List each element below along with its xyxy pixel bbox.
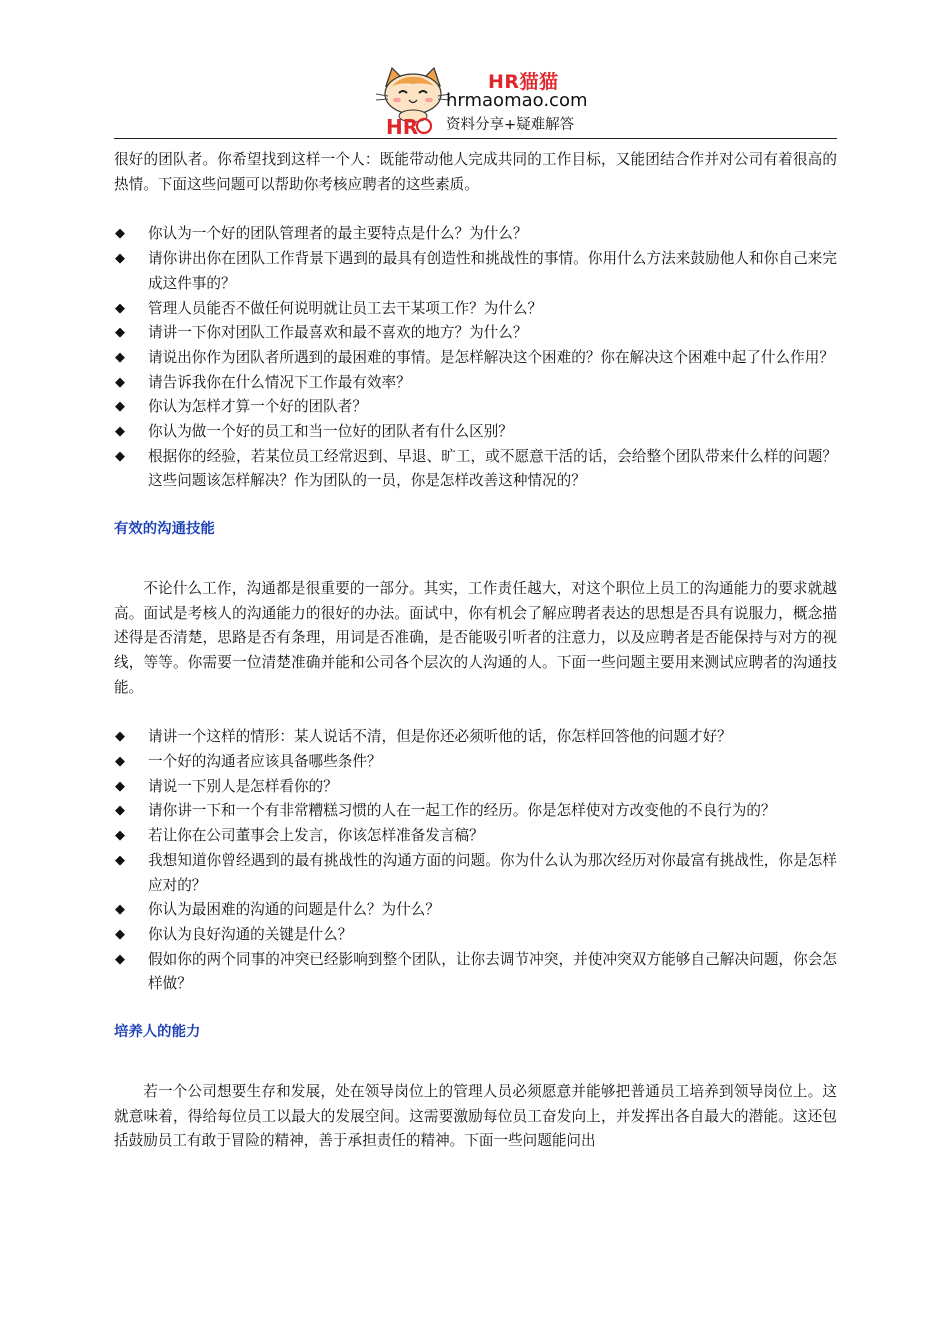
list-item-text: 请你讲一下和一个有非常糟糕习惯的人在一起工作的经历。你是怎样使对方改变他的不良行为的？ — [148, 802, 776, 820]
list-item — [114, 898, 837, 923]
communication-paragraph: 不论什么工作，沟通都是很重要的一部分。其实，工作责任越大，对这个职位上员工的沟通能力的要求就越高。面试是考核人的沟通能力的很好的办法。面试中，你有机会了解应聘者表达的思想是否具有说服力，概念描述得是否清楚，思路是否有条理，用词是否准确，是否能吸引听者的注意力，以及应聘者是否能保持与对方的视线，等等。你需要一位清楚准确并能和公司各个层次的人沟通的人。下面一些问题主要用来测试应聘者的沟通技能。 — [114, 579, 837, 696]
list-item — [114, 948, 837, 997]
diamond-bullet-icon: ◆ — [115, 399, 125, 415]
list-item — [114, 445, 837, 494]
list-item — [114, 923, 837, 948]
diamond-bullet-icon: ◆ — [115, 226, 125, 242]
page-header — [0, 0, 950, 140]
list-item-text: 根据你的经验，若某位员工经常迟到、早退、旷工，或不愿意干活的话，会给整个团队带来什么样的问题？这些问题该怎样解决？作为团队的一员，你是怎样改善这种情况的？ — [148, 447, 837, 490]
section-heading-communication: 有效的沟通技能 — [114, 521, 215, 538]
list-item-text: 若让你在公司董事会上发言，你该怎样准备发言稿？ — [148, 827, 484, 845]
teamwork-question-list — [114, 222, 837, 494]
list-item-text: 请讲一下你对团队工作最喜欢和最不喜欢的地方？为什么？ — [148, 324, 528, 342]
list-item — [114, 799, 837, 824]
header-divider — [114, 138, 837, 139]
diamond-bullet-icon: ◆ — [115, 778, 125, 794]
list-item-text: 管理人员能否不做任何说明就让员工去干某项工作？为什么？ — [148, 299, 543, 317]
list-item — [114, 247, 837, 296]
list-item — [114, 849, 837, 898]
diamond-bullet-icon: ◆ — [115, 448, 125, 464]
list-item — [114, 750, 837, 775]
list-item — [114, 775, 837, 800]
list-item — [114, 395, 837, 420]
cat-logo-icon — [372, 64, 454, 136]
list-item — [114, 346, 837, 371]
diamond-bullet-icon: ◆ — [115, 828, 125, 844]
list-item-text: 你认为一个好的团队管理者的最主要特点是什么？为什么？ — [148, 225, 528, 243]
diamond-bullet-icon: ◆ — [115, 251, 125, 267]
diamond-bullet-icon: ◆ — [115, 300, 125, 316]
list-item-text: 我想知道你曾经遇到的最有挑战性的沟通方面的问题。你为什么认为那次经历对你最富有挑战性，你是怎样应对的？ — [148, 851, 837, 894]
brand-title: HR猫猫 — [488, 71, 559, 93]
list-item-text: 请你讲出你在团队工作背景下遇到的最具有创造性和挑战性的事情。你用什么方法来鼓励他人和你自己来完成这件事的？ — [148, 250, 837, 292]
list-item — [114, 297, 837, 322]
list-item-text: 你认为良好沟通的关键是什么？ — [148, 925, 353, 943]
list-item-text: 请说一下别人是怎样看你的？ — [148, 777, 338, 795]
section-heading-development: 培养人的能力 — [114, 1024, 201, 1041]
list-item-text: 假如你的两个同事的冲突已经影响到整个团队，让你去调节冲突，并使冲突双方能够自己解决问题，你会怎样做？ — [148, 950, 837, 993]
list-item-text: 请告诉我你在什么情况下工作最有效率？ — [148, 373, 411, 391]
list-item — [114, 824, 837, 849]
list-item — [114, 420, 837, 445]
list-item-text: 请讲一个这样的情形：某人说话不清，但是你还必须听他的话，你怎样回答他的问题才好？ — [148, 728, 732, 746]
diamond-bullet-icon: ◆ — [115, 926, 125, 942]
list-item — [114, 371, 837, 396]
diamond-bullet-icon: ◆ — [115, 951, 125, 967]
diamond-bullet-icon: ◆ — [115, 325, 125, 341]
diamond-bullet-icon: ◆ — [115, 424, 125, 440]
diamond-bullet-icon: ◆ — [115, 852, 125, 868]
list-item-text: 请说出你作为团队者所遇到的最困难的事情。是怎样解决这个困难的？你在解决这个困难中起了什么作用？ — [148, 348, 834, 366]
communication-question-list — [114, 725, 837, 997]
development-paragraph: 若一个公司想要生存和发展，处在领导岗位上的管理人员必须愿意并能够把普通员工培养到领导岗位上。这就意味着，得给每位员工以最大的发展空间。这需要激励每位员工奋发向上，并发挥出各自最大的潜能。这还包括鼓励员工有敢于冒险的精神，善于承担责任的精神。下面一些问题能问出 — [114, 1082, 837, 1150]
brand-url: hrmaomao.com — [446, 90, 588, 111]
diamond-bullet-icon: ◆ — [115, 729, 125, 745]
list-item — [114, 321, 837, 346]
document-body — [114, 148, 837, 1154]
list-item-text: 一个好的沟通者应该具备哪些条件？ — [148, 753, 382, 771]
diamond-bullet-icon: ◆ — [115, 803, 125, 819]
diamond-bullet-icon: ◆ — [115, 902, 125, 918]
logo-letters: HR — [386, 115, 419, 136]
brand-tagline: 资料分享+疑难解答 — [446, 117, 575, 133]
list-item-text: 你认为怎样才算一个好的团队者？ — [148, 398, 367, 416]
list-item-text: 你认为做一个好的员工和当一位好的团队者有什么区别？ — [148, 423, 513, 441]
diamond-bullet-icon: ◆ — [115, 349, 125, 365]
list-item-text: 你认为最困难的沟通的问题是什么？为什么？ — [148, 901, 440, 919]
list-item — [114, 725, 837, 750]
diamond-bullet-icon: ◆ — [115, 374, 125, 390]
diamond-bullet-icon: ◆ — [115, 754, 125, 770]
intro-paragraph: 很好的团队者。你希望找到这样一个人：既能带动他人完成共同的工作目标，又能团结合作并对公司有着很高的热情。下面这些问题可以帮助你考核应聘者的这些素质。 — [114, 151, 837, 193]
list-item — [114, 222, 837, 247]
